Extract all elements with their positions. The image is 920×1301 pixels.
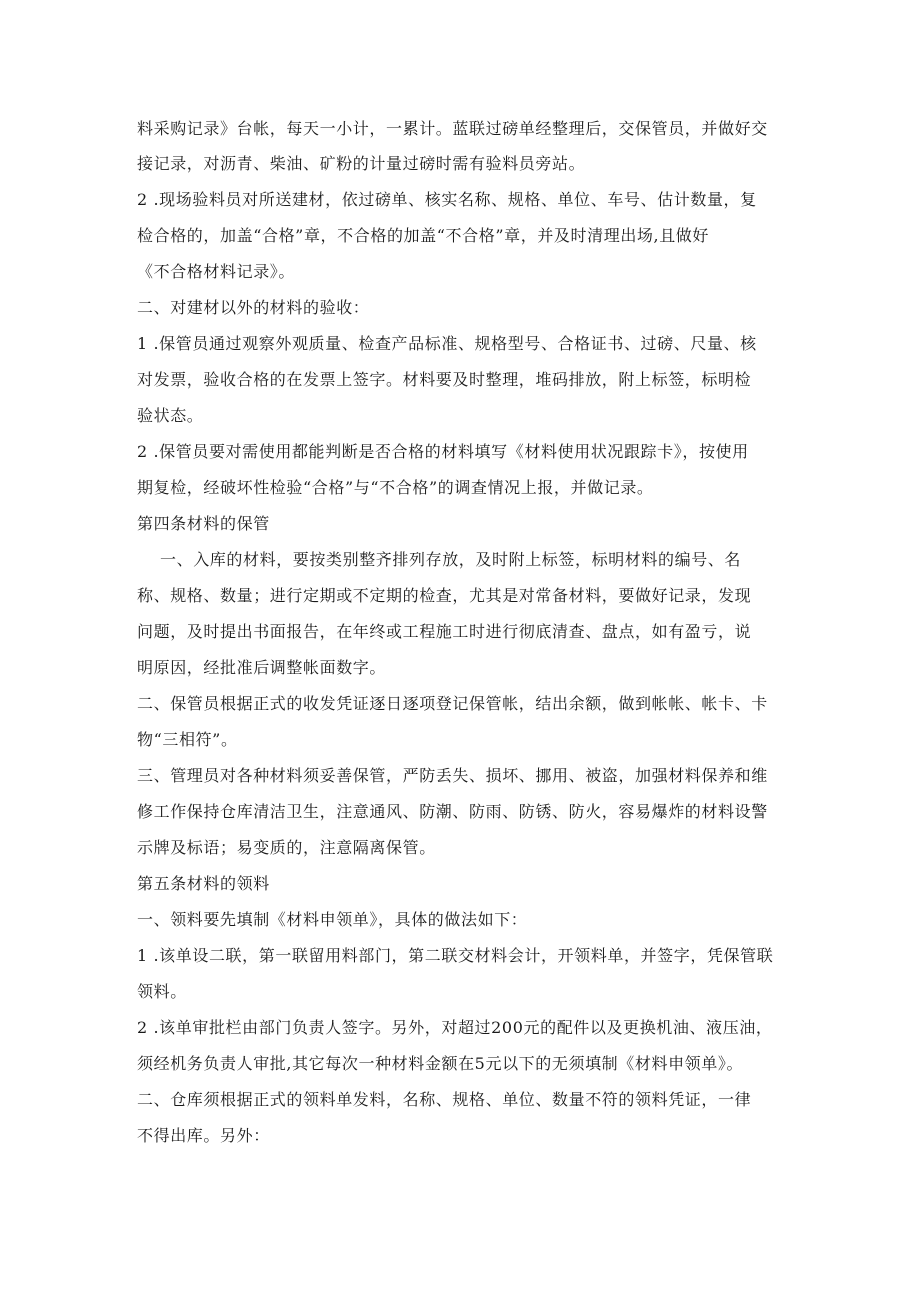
text-line: 1 .该单设二联，第一联留用料部门，第二联交材料会计，开领料单，并签字，凭保管联: [137, 946, 774, 965]
article-heading: 第四条材料的保管: [137, 514, 270, 533]
text-line: 明原因，经批准后调整帐面数字。: [137, 658, 387, 677]
text-line: 2 .现场验料员对所送建材，依过磅单、核实名称、规格、单位、车号、估计数量，复: [137, 190, 757, 209]
text-line: 2 .该单审批栏由部门负责人签字。另外，对超过200元的配件以及更换机油、液压油，: [137, 1018, 773, 1037]
text-line: 期复检，经破坏性检验“合格”与“不合格”的调查情况上报，并做记录。: [137, 478, 654, 497]
text-line: 示牌及标语；易变质的，注意隔离保管。: [137, 838, 436, 857]
text-line: 一、入库的材料，要按类别整齐排列存放，及时附上标签，标明材料的编号、名: [160, 550, 742, 569]
text-line: 物“三相符”。: [137, 730, 238, 749]
text-line: 称、规格、数量；进行定期或不定期的检查，尤其是对常备材料，要做好记录，发现: [137, 586, 752, 605]
text-line: 料采购记录》台帐，每天一小计，一累计。蓝联过磅单经整理后，交保管员，并做好交: [137, 119, 768, 138]
text-line: 检合格的，加盖“合格”章，不合格的加盖“不合格”章，并及时清理出场,且做好: [137, 226, 710, 245]
article-heading: 第五条材料的领料: [137, 874, 270, 893]
text-line: 不得出库。另外：: [137, 1126, 270, 1145]
text-line: 《不合格材料记录》。: [137, 262, 296, 281]
text-line: 领料。: [137, 982, 187, 1001]
text-line: 1 .保管员通过观察外观质量、检查产品标准、规格型号、合格证书、过磅、尺量、核: [137, 334, 757, 353]
text-line: 验状态。: [137, 406, 204, 425]
text-line: 须经机务负责人审批,其它每次一种材料金额在5元以下的无须填制《材料申领单》。: [137, 1054, 744, 1073]
text-line: 三、管理员对各种材料须妥善保管，严防丢失、损坏、挪用、被盗，加强材料保养和维: [137, 766, 768, 785]
section-heading: 二、对建材以外的材料的验收：: [137, 298, 370, 317]
text-line: 二、仓库须根据正式的领料单发料，名称、规格、单位、数量不符的领料凭证，一律: [137, 1090, 752, 1109]
text-line: 一、领料要先填制《材料申领单》，具体的做法如下：: [137, 910, 528, 929]
text-line: 问题，及时提出书面报告，在年终或工程施工时进行彻底清查、盘点，如有盈亏，说: [137, 622, 752, 641]
text-line: 接记录，对沥青、柴油、矿粉的计量过磅时需有验料员旁站。: [137, 154, 586, 173]
text-line: 对发票，验收合格的在发票上签字。材料要及时整理，堆码排放，附上标签，标明检: [137, 370, 752, 389]
text-line: 修工作保持仓库清洁卫生，注意通风、防潮、防雨、防锈、防火，容易爆炸的材料设警: [137, 802, 768, 821]
text-line: 2 .保管员要对需使用都能判断是否合格的材料填写《材料使用状况跟踪卡》，按使用: [137, 442, 749, 461]
text-line: 二、保管员根据正式的收发凭证逐日逐项登记保管帐，结出余额，做到帐帐、帐卡、卡: [137, 694, 768, 713]
